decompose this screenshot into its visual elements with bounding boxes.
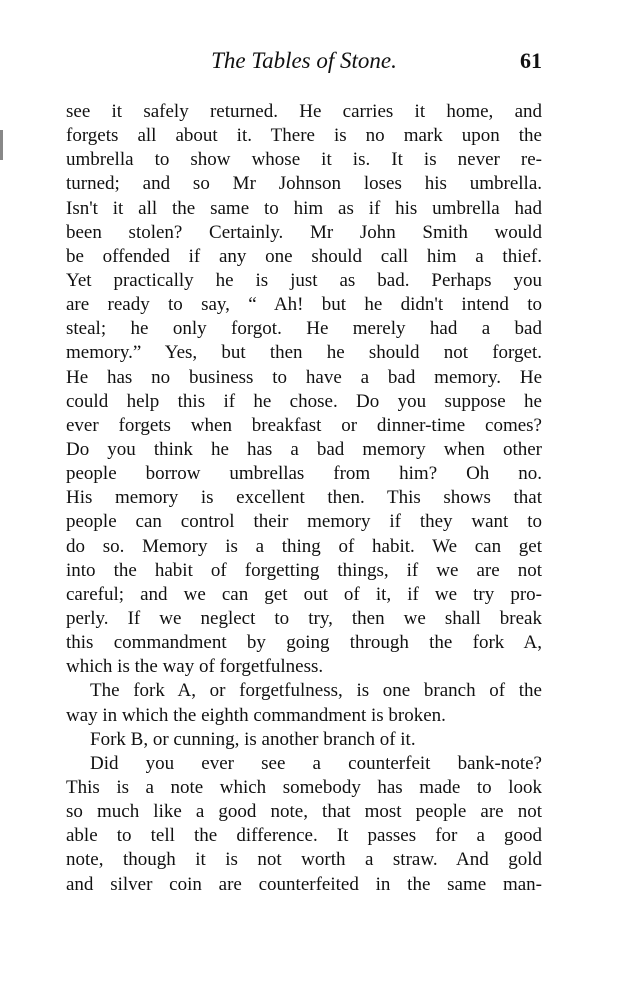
text-line: This is a note which somebody has made to look — [66, 776, 542, 798]
text-line: note, though it is not worth a straw. And gold — [66, 849, 542, 871]
text-line: which is the way of forgetfulness. — [66, 656, 324, 678]
text-line: steal; he only forgot. He merely had a bad — [66, 318, 542, 340]
text-line: Do you think he has a bad memory when other — [66, 438, 542, 460]
text-line: forgets all about it. There is no mark upon the — [66, 125, 542, 147]
text-line: turned; and so Mr Johnson loses his umbrella. — [66, 173, 542, 195]
text-line: umbrella to show whose it is. It is never re- — [66, 149, 542, 171]
text-line: see it safely returned. He carries it home, and — [66, 101, 542, 122]
text-line: He has no business to have a bad memory. He — [66, 366, 542, 388]
text-line: Fork B, or cunning, is another branch of it. — [90, 728, 416, 750]
text-line: and silver coin are counterfeited in the same man- — [66, 873, 542, 895]
text-line: people can control their memory if they want to — [66, 511, 542, 533]
running-head — [66, 48, 542, 78]
text-line: memory.” Yes, but then he should not forget. — [66, 342, 542, 364]
text-line: way in which the eighth commandment is broken. — [66, 704, 446, 726]
text-line: The fork A, or forgetfulness, is one branch of the — [90, 680, 542, 702]
text-line: Did you ever see a counterfeit bank-note? — [90, 752, 542, 774]
text-line: so much like a good note, that most people are not — [66, 801, 542, 823]
text-line: could help this if he chose. Do you suppose he — [66, 390, 542, 412]
page-number: 61 — [520, 48, 542, 73]
text-line: careful; and we can get out of it, if we try pro- — [66, 583, 542, 605]
text-line: be offended if any one should call him a thief. — [66, 245, 542, 267]
body-text — [66, 100, 542, 897]
text-line: ever forgets when breakfast or dinner-time comes? — [66, 414, 542, 436]
text-line: Isn't it all the same to him as if his umbrella had — [66, 197, 542, 219]
page-edge-shadow — [0, 130, 3, 160]
text-line: do so. Memory is a thing of habit. We can get — [66, 535, 542, 557]
text-line: people borrow umbrellas from him? Oh no. — [66, 463, 542, 485]
running-head-title: The Tables of Stone. — [211, 48, 397, 73]
text-line: able to tell the difference. It passes for a good — [66, 825, 542, 847]
text-line: been stolen? Certainly. Mr John Smith would — [66, 221, 542, 243]
text-line: perly. If we neglect to try, then we shall break — [66, 607, 542, 629]
text-line: this commandment by going through the fork A, — [66, 632, 542, 654]
text-line: are ready to say, “ Ah! but he didn't intend to — [66, 294, 542, 316]
text-line: Yet practically he is just as bad. Perhaps you — [66, 269, 542, 291]
text-line: His memory is excellent then. This shows that — [66, 487, 542, 509]
text-line: into the habit of forgetting things, if we are not — [66, 559, 542, 581]
